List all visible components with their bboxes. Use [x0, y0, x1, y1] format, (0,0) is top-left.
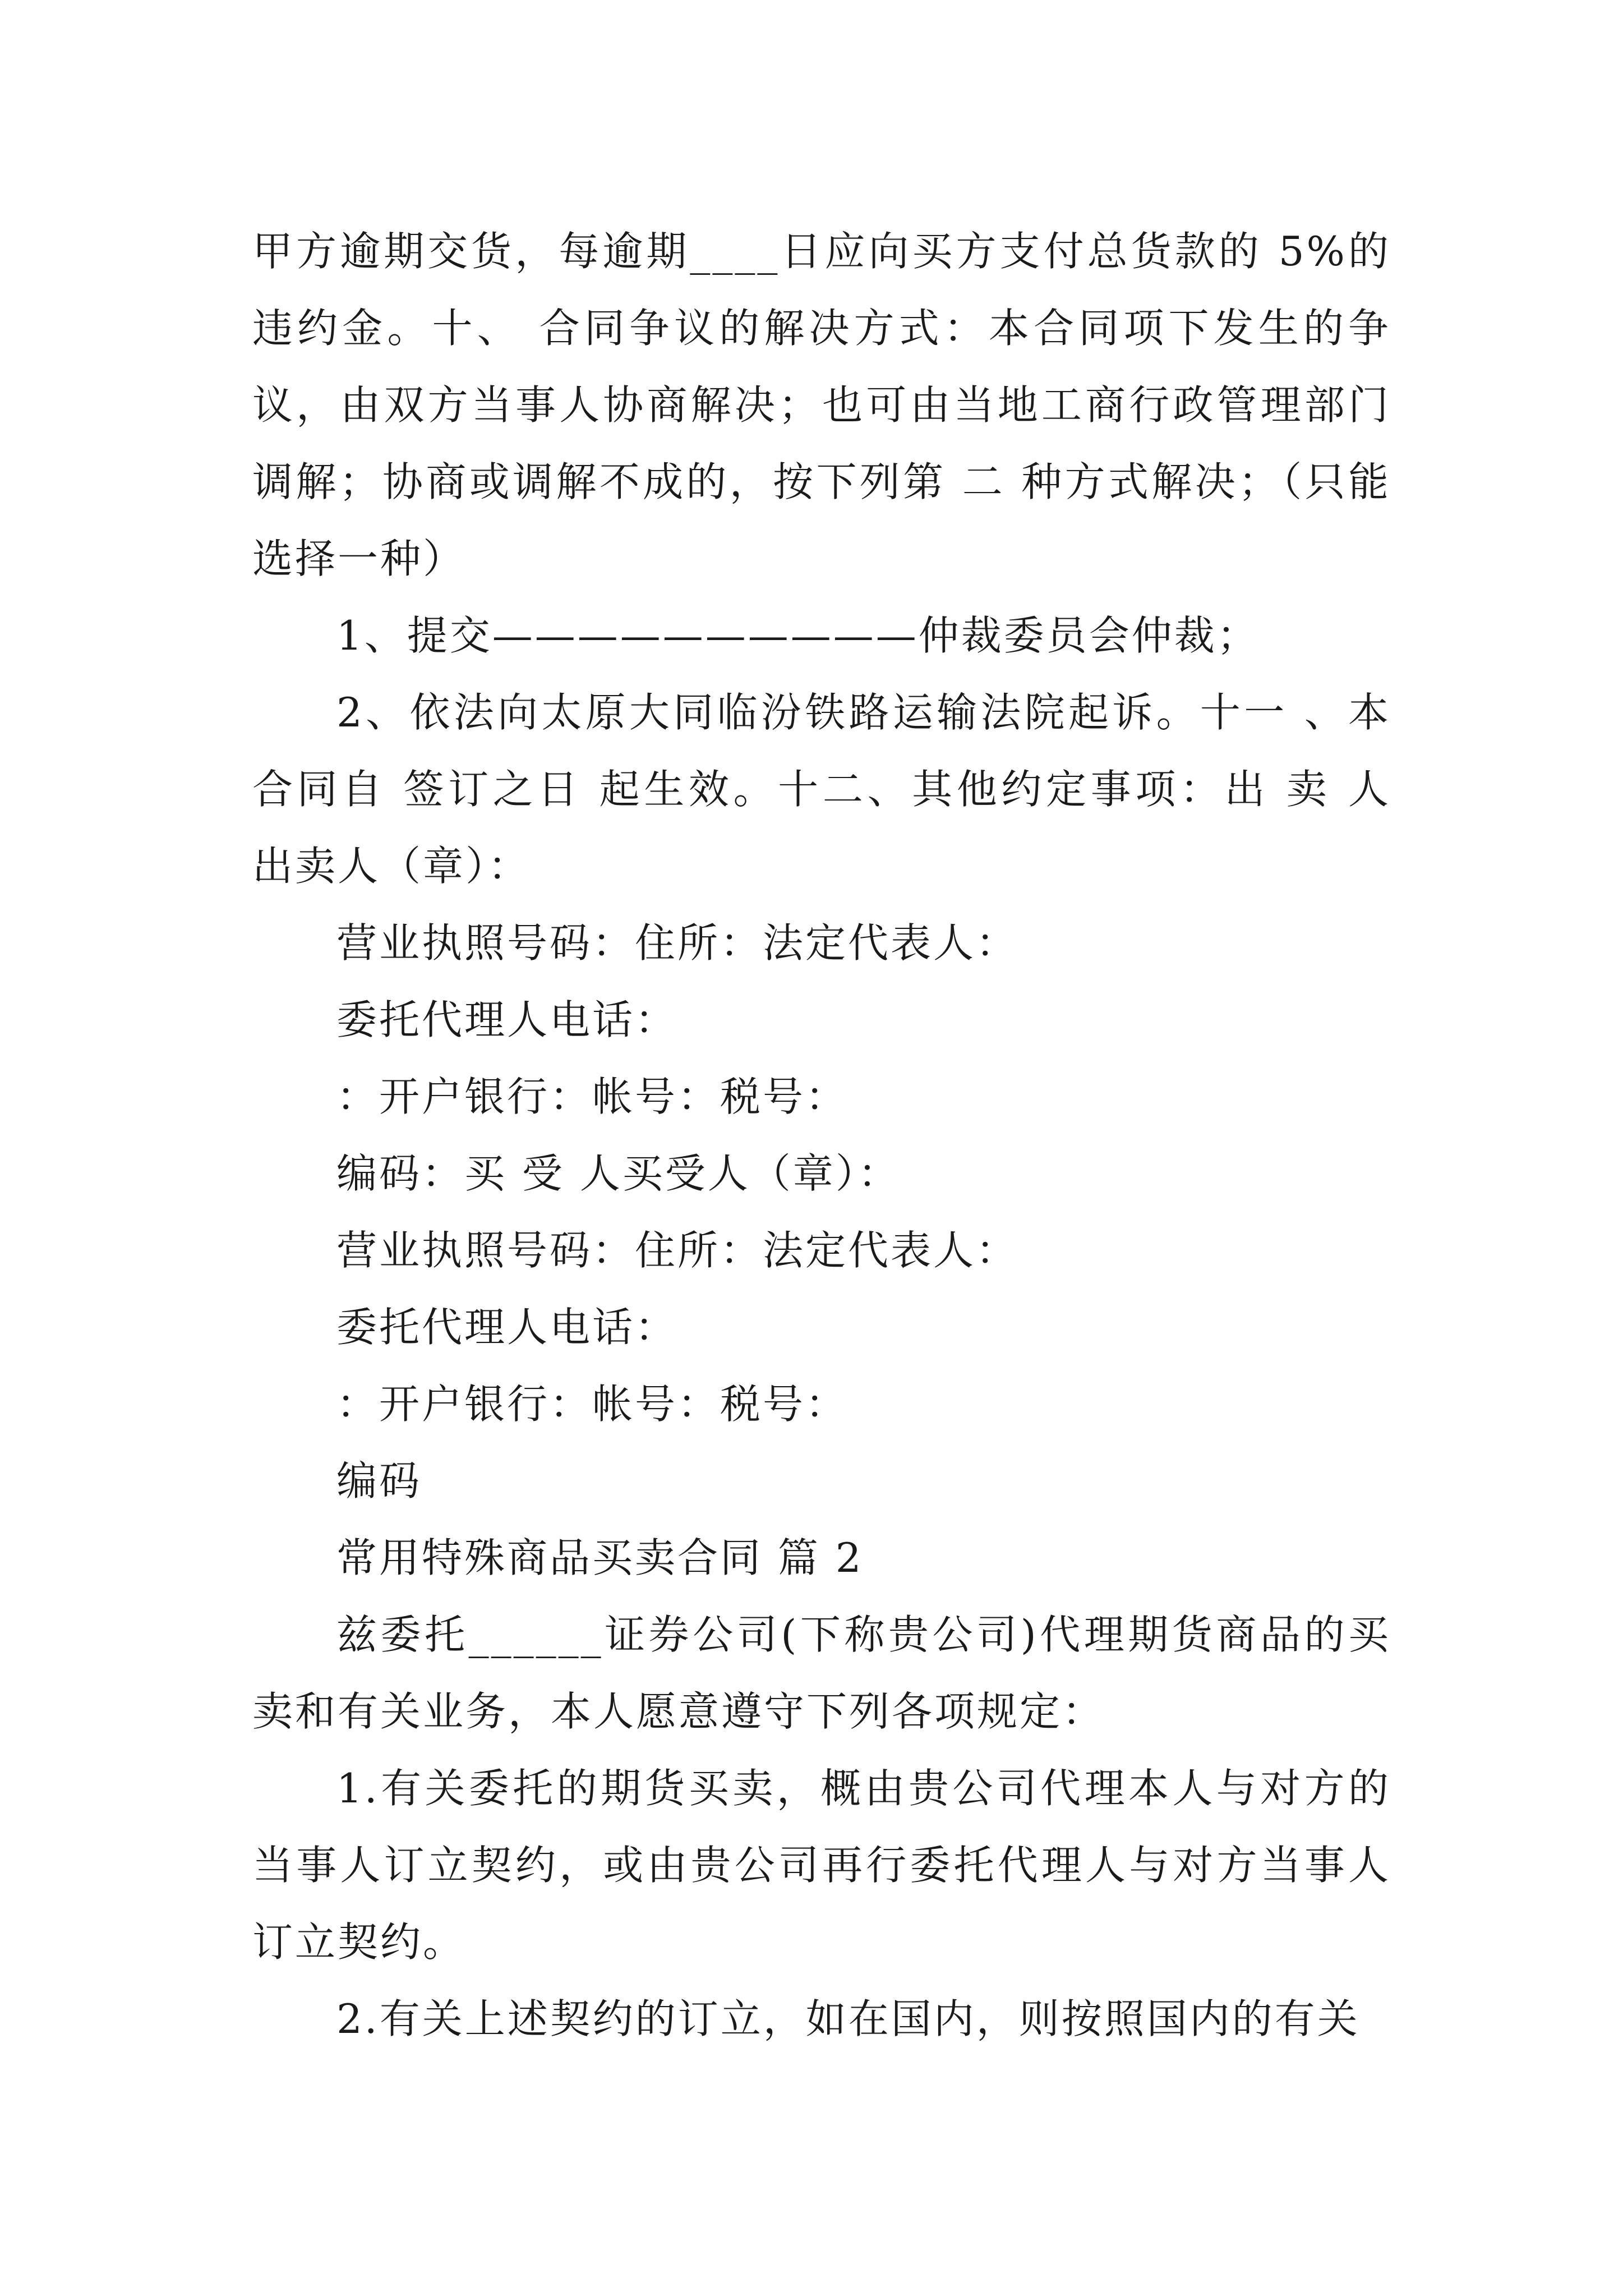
paragraph-arbitration: 1、提交——————————仲裁委员会仲裁；: [336, 612, 1260, 659]
seller-bank-line: ：开户银行：帐号：税号：: [336, 1073, 849, 1120]
paragraph-item-2: 2.有关上述契约的订立，如在国内，则按照国内的有关: [336, 1995, 1360, 2042]
buyer-code-end-line: 编码: [336, 1457, 422, 1504]
section-heading: 常用特殊商品买卖合同 篇 2: [336, 1534, 864, 1581]
paragraph-penalty-dispute: 甲方逾期交货，每逾期____日应向买方支付总货款的 5%的违约金。十、 合同争议的解决方式：本合同项下发生的争议，由双方当事人协商解决；也可由当地工商行政管理部门调解；协商或调解不成的，按下列第 二 种方式解决；（只能选择一种）: [252, 228, 1391, 582]
paragraph-item-1: 1.有关委托的期货买卖，概由贵公司代理本人与对方的当事人订立契约，或由贵公司再行委托代理人与对方当事人订立契约。: [252, 1765, 1391, 1966]
seller-agent-phone-line: 委托代理人电话：: [336, 996, 678, 1043]
buyer-license-line: 营业执照号码：住所：法定代表人：: [336, 1227, 1019, 1274]
buyer-agent-phone-line: 委托代理人电话：: [336, 1304, 678, 1351]
document-page: [252, 213, 1391, 2058]
paragraph-entrust: 兹委托______证券公司(下称贵公司)代理期货商品的买卖和有关业务，本人愿意遵守下列各项规定：: [252, 1611, 1391, 1735]
paragraph-litigation-effect: 2、依法向太原大同临汾铁路运输法院起诉。十一 、本合同自 签订之日 起生效。十二、其他约定事项：出 卖 人 出卖人（章）：: [252, 689, 1391, 890]
buyer-bank-line: ：开户银行：帐号：税号：: [336, 1381, 849, 1428]
seller-license-line: 营业执照号码：住所：法定代表人：: [336, 919, 1019, 967]
buyer-code-line: 编码：买 受 人买受人（章）：: [336, 1150, 901, 1197]
